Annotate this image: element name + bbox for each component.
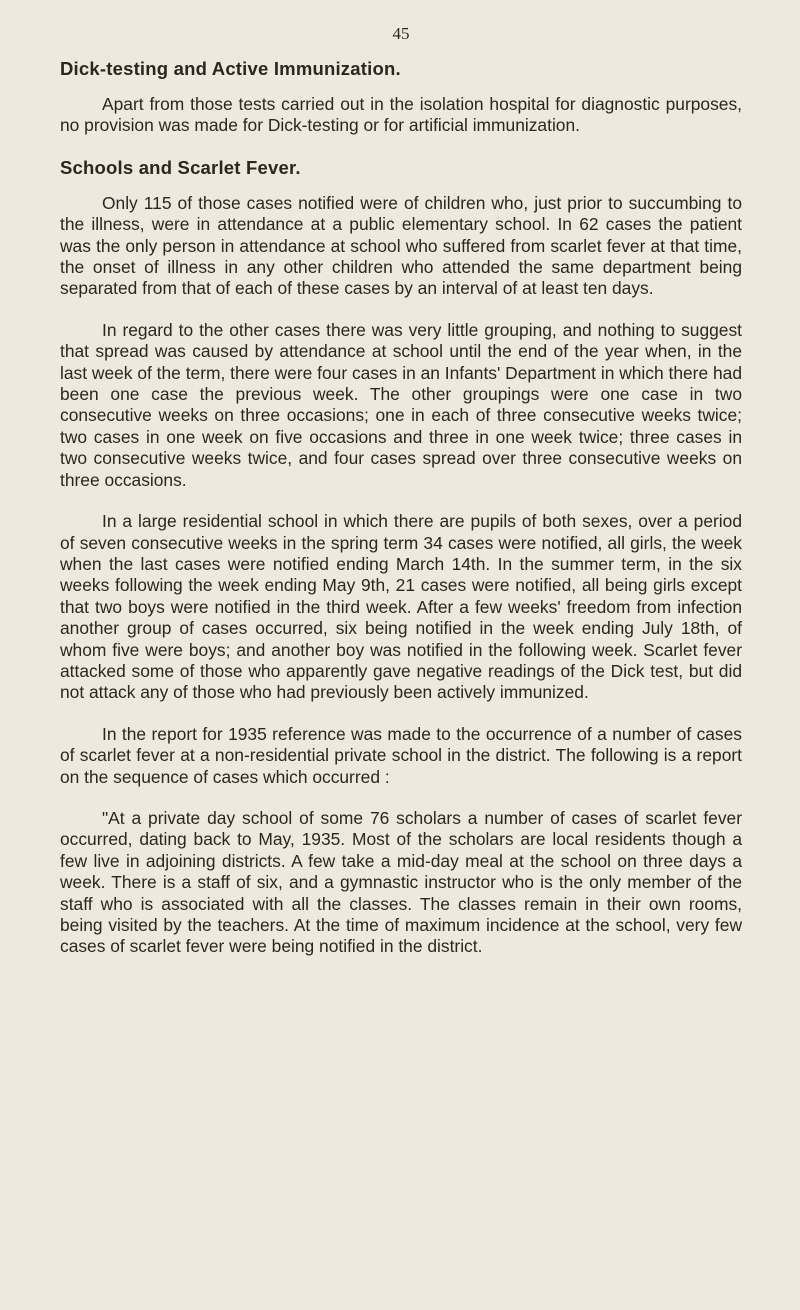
paragraph: In the report for 1935 reference was made to the occurrence of a number of cases of scarlet fever at a non-residential private school in the district. The following is a report on the sequence of cases which occurred :: [60, 723, 742, 787]
section-schools-scarlet-fever: [60, 157, 742, 958]
paragraph: Apart from those tests carried out in the isolation hospital for diagnostic purposes, no provision was made for Dick-testing or for artificial immunization.: [60, 94, 742, 136]
section-heading: Schools and Scarlet Fever.: [60, 156, 301, 178]
paragraph: Only 115 of those cases notified were of children who, just prior to succumbing to the illness, were in attendance at a public elementary school. In 62 cases the patient was the only person in attendance at school who suffered from scarlet fever at that time, the onset of illness in any other children who attended the same department being separated from that of each of these cases by an interval of at least ten days.: [60, 192, 742, 299]
page-number: 45: [392, 24, 410, 43]
paragraph: In regard to the other cases there was very little grouping, and nothing to suggest that spread was caused by attendance at school until the end of the year when, in the last week of the term, there were four cases in an Infants' Department in which there had been one case the previous week. The other groupings were one case in two consecutive weeks on three occasions; one in each of three consecutive weeks twice; two cases in one week on five occasions and three in one week twice; three cases in two consecutive weeks twice, and four cases spread over three consecutive weeks on three occasions.: [60, 319, 742, 490]
quoted-paragraph: "At a private day school of some 76 scholars a number of cases of scarlet fever occurred, dating back to May, 1935. Most of the scholars are local residents though a few live in adjoining districts. A few take a mid-day meal at the school on three days a week. There is a staff of six, and a gymnastic instructor who is the only member of the staff who is associated with all the classes. The classes remain in their own rooms, being visited by the teachers. At the time of maximum incidence at the school, very few cases of scarlet fever were being notified in the district.: [60, 807, 742, 957]
paragraph: In a large residential school in which there are pupils of both sexes, over a period of seven consecutive weeks in the spring term 34 cases were notified, all girls, the week when the last cases were notified ending March 14th. In the summer term, in the six weeks following the week ending May 9th, 21 cases were notified, all being girls except that two boys were notified in the third week. After a few weeks' freedom from infection another group of cases occurred, six being notified in the week ending July 18th, of whom five were boys; and another boy was notified in the following week. Scarlet fever attacked some of those who apparently gave negative readings of the Dick test, but did not attack any of those who had previously been actively immunized.: [60, 511, 742, 703]
section-heading: Dick-testing and Active Immunization.: [60, 58, 401, 79]
section-dick-testing: [60, 58, 742, 137]
